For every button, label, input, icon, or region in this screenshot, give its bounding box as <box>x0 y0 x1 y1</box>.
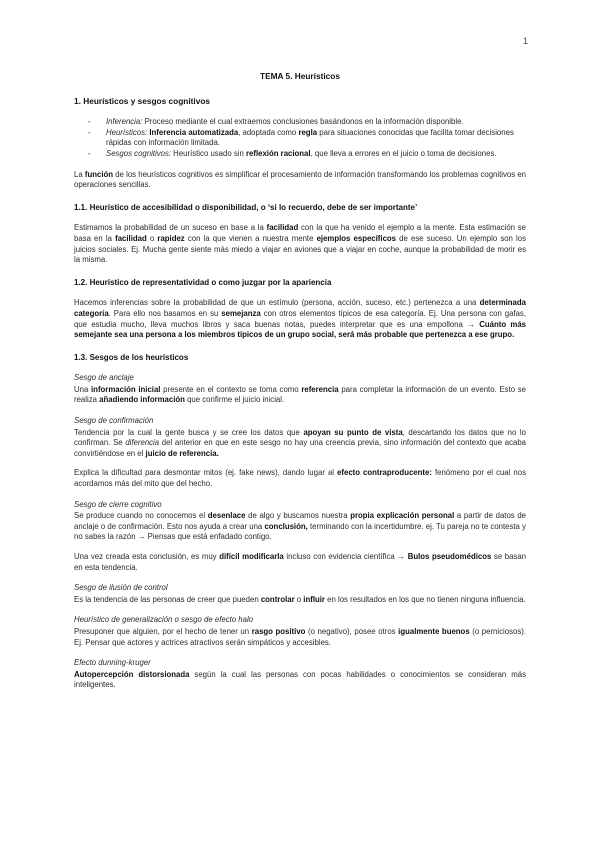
text-span: para completar la información de un evento. Esto se realiza <box>74 384 526 405</box>
keyword: Cuánto más semejante sea una persona a los miembros típicos de un grupo social, será más probable que pertenezca a ese grupo. <box>74 319 526 340</box>
page-number: 1 <box>522 36 528 46</box>
subsection-title: Heurístico de generalización o sesgo de efecto halo <box>74 615 254 625</box>
text-span: de algo y buscamos nuestra <box>245 511 351 521</box>
section-representatividad <box>74 278 526 341</box>
keyword: apoyan su punto de vista <box>303 427 403 437</box>
text-span: del anterior en que en este sesgo no hay una creencia previa, sino información del contexto que acaba convirtiéndose en el <box>74 438 526 458</box>
text-span: según la cual las personas con pocas habilidades o conocimientos se consideran más inteligentes. <box>74 669 526 690</box>
bias-dunning-kruger <box>74 658 526 691</box>
keyword: propia explicación personal <box>350 511 455 521</box>
text-span: La <box>74 169 85 179</box>
bullet-dash: - <box>88 117 91 127</box>
text-span: o <box>146 233 158 243</box>
bias-anclaje <box>74 373 526 406</box>
keyword: Autopercepción distorsionada <box>74 669 190 679</box>
section-heading: 1.2. Heurístico de representatividad o como juzgar por la apariencia <box>74 277 332 287</box>
text-span: se basan en esta tendencia. <box>74 552 527 572</box>
text-span: . Para ello nos basamos en su <box>108 308 222 318</box>
list-item <box>88 117 526 128</box>
text-span: o <box>294 594 304 604</box>
text-span: fenómeno por el cual nos acordamos más del mito que del hecho. <box>74 468 526 489</box>
keyword: función <box>84 169 114 179</box>
bullet-dash: - <box>88 148 91 158</box>
text-span: para situaciones conocidas que facilita tomar decisiones rápidas con información limitada. <box>106 127 514 148</box>
document-title: TEMA 5. Heurísticos <box>260 71 340 81</box>
text-span: terminando con la incertidumbre. ej. Tu pareja no te contesta y no sabes la razón → Piensas que está enfadado contigo. <box>74 521 526 542</box>
paragraph <box>74 223 526 265</box>
paragraph <box>74 298 526 340</box>
keyword: influir <box>303 594 325 604</box>
subsection-title: Efecto dunning-kruger <box>74 658 151 668</box>
subsection-title: Sesgo de ilusión de control <box>74 583 168 593</box>
section-heading: 1.3. Sesgos de los heurísticos <box>74 352 189 362</box>
emphasis: diferencia <box>125 438 160 448</box>
text-span: Proceso mediante el cual extraemos conclusiones basándonos en la información disponible. <box>142 117 464 127</box>
text-span: , adoptada como <box>238 127 299 137</box>
keyword: rasgo positivo <box>251 626 306 636</box>
bias-efecto-halo <box>74 615 526 648</box>
text-span: Una <box>74 384 92 394</box>
text-span: a partir de datos de anclaje o de confirmación. Esto nos ayuda a crear una <box>74 511 526 531</box>
text-span: con la que ha venido el ejemplo a la mente. Esta estimación se basa en la <box>74 223 526 243</box>
term: Inferencia: <box>106 117 143 127</box>
keyword: semejanza <box>221 308 261 318</box>
section-heading: 1. Heurísticos y sesgos cognitivos <box>74 95 211 106</box>
text-span: incluso con evidencia científica → <box>283 552 408 561</box>
keyword: conclusión, <box>264 521 308 531</box>
text-span: (o perniciosos). Ej. Pensar que actores y actrices atractivos serán simpáticos y accesibles. <box>74 626 526 647</box>
keyword: difícil modificarla <box>219 552 284 561</box>
text-span: en los resultados en los que no tienen ninguna influencia. <box>324 594 526 604</box>
term: Sesgos cognitivos: <box>106 148 172 158</box>
text-span: con la que vienen a nuestra mente <box>184 233 317 243</box>
text-span: , que lleva a errores en el juicio o toma de decisiones. <box>310 148 497 158</box>
keyword: referencia <box>301 384 339 394</box>
paragraph <box>74 627 526 648</box>
bullet-dash: - <box>88 127 91 137</box>
keyword: desenlace <box>207 511 246 521</box>
text-span: de los heurísticos cognitivos es simplificar el procesamiento de información transformando los problemas cognitivos en operaciones sencillas. <box>74 169 526 190</box>
section-heading: 1.1. Heurístico de accesibilidad o disponibilidad, o ‘si lo recuerdo, debe de ser importante’ <box>74 202 418 212</box>
text-span: Estimamos la probabilidad de un suceso en base a la <box>74 223 267 233</box>
paragraph <box>74 595 526 606</box>
keyword: facilidad <box>266 223 299 233</box>
section-heuristicos-sesgos <box>74 96 526 191</box>
keyword: Bulos pseudomédicos <box>407 552 492 561</box>
keyword: controlar <box>260 594 295 604</box>
keyword: ejemplos específicos <box>316 233 397 243</box>
paragraph <box>74 670 526 691</box>
keyword: igualmente buenos <box>398 626 470 636</box>
keyword: reflexión racional <box>246 148 311 158</box>
list-item <box>88 149 526 160</box>
text-span: Hacemos inferencias sobre la probabilidad de que un estímulo (persona, acción, suceso, etc.) pertenezca a una <box>74 298 480 308</box>
keyword: información inicial <box>91 384 161 394</box>
paragraph <box>74 552 526 573</box>
paragraph <box>74 170 526 191</box>
text-span: (o negativo), posee otros <box>305 626 399 636</box>
text-span: Presuponer que alguien, por el hecho de tener un <box>74 626 252 636</box>
text-span: Tendencia por la cual la gente busca y se cree los datos que <box>74 427 304 437</box>
text-span: Es la tendencia de las personas de creer que pueden <box>74 594 261 604</box>
text-span: Una vez creada esta conclusión, es muy <box>74 552 220 561</box>
subsection-title: Sesgo de cierre cognitivo <box>74 499 162 509</box>
bias-confirmacion <box>74 416 526 490</box>
section-accesibilidad <box>74 203 526 266</box>
keyword: juicio de referencia. <box>145 448 219 458</box>
subsection-title: Sesgo de confirmación <box>74 416 154 426</box>
term: Heurísticos: <box>106 127 148 137</box>
text-span: que confirme el juicio inicial. <box>184 395 285 405</box>
keyword: regla <box>298 127 318 137</box>
keyword: Inferencia automatizada <box>149 127 239 137</box>
list-item <box>88 128 526 149</box>
keyword: determinada categoría <box>74 298 526 318</box>
definitions-list <box>74 117 526 159</box>
text-span: Se produce cuando no conocemos el <box>74 511 208 521</box>
paragraph <box>74 468 526 489</box>
paragraph <box>74 385 526 406</box>
text-span: de ese suceso. Un ejemplo son los juicios sociales. Ej. Mucha gente siente más miedo a viajar en aviones que a viajar en coche, aunque la probabilidad de morir es la misma. <box>74 233 527 265</box>
document-body <box>74 71 526 703</box>
text-span: Heurístico usado sin <box>171 148 246 158</box>
section-sesgos <box>74 353 526 691</box>
keyword: efecto contraproducente: <box>337 468 432 478</box>
text-span: con otros elementos típicos de esa categoría. Ej. Una persona con gafas, que estudia mucho, lleva muchos libros y saca buenas notas, puedes interpretar que es una empollona → <box>74 308 526 329</box>
paragraph <box>74 511 526 543</box>
text-span: presente en el contexto se toma como <box>160 384 302 394</box>
keyword: rapidez <box>157 233 185 243</box>
text-span: , descartando los datos que no lo confirman. Se <box>74 427 527 448</box>
keyword: añadiendo información <box>99 395 185 405</box>
bias-cierre-cognitivo <box>74 500 526 574</box>
text-span: Explica la dificultad para desmontar mitos (ej. fake news), dando lugar al <box>74 468 338 478</box>
subsection-title: Sesgo de anclaje <box>74 373 134 383</box>
keyword: facilidad <box>115 233 147 243</box>
paragraph <box>74 428 526 460</box>
bias-ilusion-control <box>74 583 526 605</box>
